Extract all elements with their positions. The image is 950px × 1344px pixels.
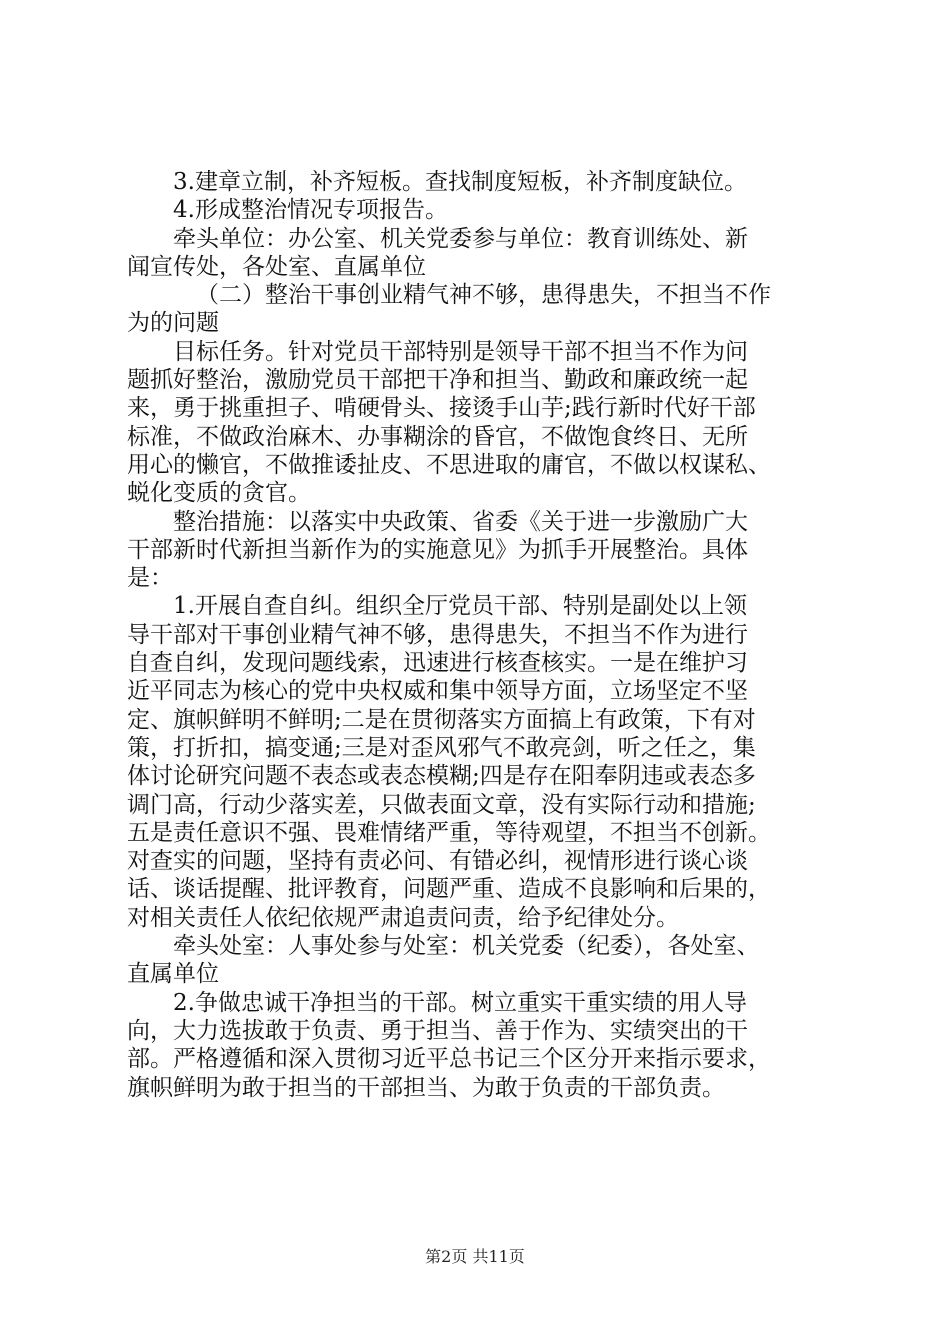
page-footer xyxy=(0,1244,950,1267)
text-line: 蜕化变质的贪官。 xyxy=(127,480,311,507)
text-line: 策，打折扣，搞变通;三是对歪风邪气不敢亮剑，听之任之，集 xyxy=(127,734,756,761)
text-line: 五是责任意识不强、畏难情绪严重，等待观望，不担当不创新。 xyxy=(127,819,771,846)
text-line: 用心的懒官，不做推诿扯皮、不思进取的庸官，不做以权谋私、 xyxy=(127,451,771,478)
page-number: 第2页 共11页 xyxy=(425,1247,525,1266)
text-line: 2.争做忠诚干净担当的干部。树立重实干重实绩的用人导 xyxy=(173,989,747,1016)
text-line: 牵头单位：办公室、机关党委参与单位：教育训练处、新 xyxy=(173,225,748,252)
text-line: 闻宣传处，各处室、直属单位 xyxy=(127,253,426,280)
text-line: 来，勇于挑重担子、啃硬骨头、接烫手山芋;践行新时代好干部 xyxy=(127,395,756,422)
text-line: 自查自纠，发现问题线索，迅速进行核查核实。一是在维护习 xyxy=(127,650,748,677)
text-line: 定、旗帜鲜明不鲜明;二是在贯彻落实方面搞上有政策，下有对 xyxy=(127,706,756,733)
text-line: 话、谈话提醒、批评教育，问题严重、造成不良影响和后果的， xyxy=(127,876,771,903)
document-body xyxy=(127,168,827,1102)
text-line: 标准，不做政治麻木、办事糊涂的昏官，不做饱食终日、无所 xyxy=(127,423,748,450)
text-line: 体讨论研究问题不表态或表态模糊;四是存在阳奉阴违或表态多 xyxy=(127,763,756,790)
text-line: 直属单位 xyxy=(127,961,219,988)
text-line: 旗帜鲜明为敢于担当的干部担当、为敢于负责的干部负责。 xyxy=(127,1074,725,1101)
text-line: 向，大力选拔敢于负责、勇于担当、善于作为、实绩突出的干 xyxy=(127,1017,748,1044)
text-line: 部。严格遵循和深入贯彻习近平总书记三个区分开来指示要求， xyxy=(127,1046,771,1073)
text-line: 牵头处室：人事处参与处室：机关党委（纪委），各处室、 xyxy=(173,933,760,960)
text-line: 题抓好整治，激励党员干部把干净和担当、勤政和廉政统一起 xyxy=(127,367,748,394)
text-line: 近平同志为核心的党中央权威和集中领导方面，立场坚定不坚 xyxy=(127,678,748,705)
text-line: 导干部对干事创业精气神不够，患得患失，不担当不作为进行 xyxy=(127,621,748,648)
text-line: 调门高，行动少落实差，只做表面文章，没有实际行动和措施; xyxy=(127,791,756,818)
text-line: 3.建章立制，补齐短板。查找制度短板，补齐制度缺位。 xyxy=(173,169,747,195)
text-line: 对查实的问题，坚持有责必问、有错必纠，视情形进行谈心谈 xyxy=(127,848,748,875)
text-line: 1.开展自查自纠。组织全厅党员干部、特别是副处以上领 xyxy=(173,593,747,620)
text-line: （二）整治干事创业精气神不够，患得患失，不担当不作 xyxy=(196,282,771,309)
text-line: 干部新时代新担当新作为的实施意见》为抓手开展整治。具体 xyxy=(127,536,748,563)
text-line: 目标任务。针对党员干部特别是领导干部不担当不作为问 xyxy=(173,338,748,365)
text-line: 为的问题 xyxy=(127,310,219,337)
text-line: 4.形成整治情况专项报告。 xyxy=(173,197,448,224)
text-line: 对相关责任人依纪依规严肃追责问责，给予纪律处分。 xyxy=(127,904,679,931)
text-line: 是： xyxy=(127,565,173,592)
text-line: 整治措施：以落实中央政策、省委《关于进一步激励广大 xyxy=(173,508,748,535)
